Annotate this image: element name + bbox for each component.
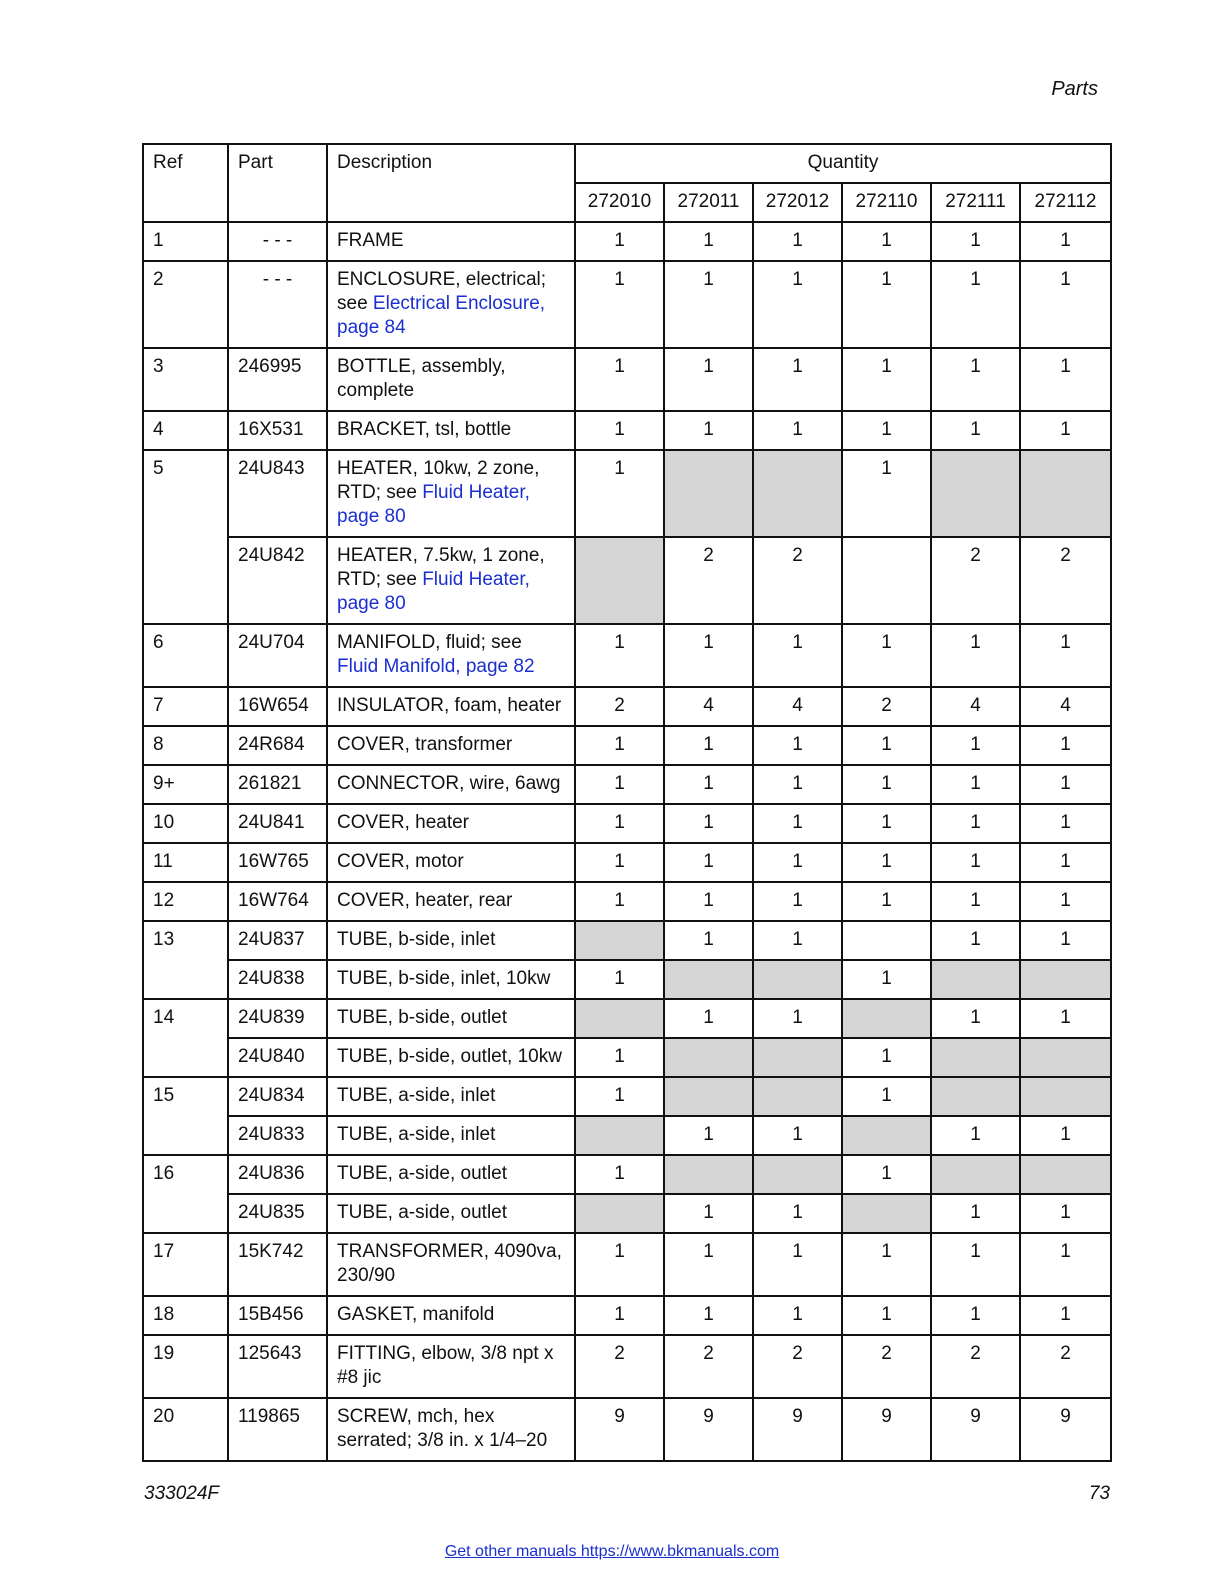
ref-cell: 16 <box>143 1155 228 1233</box>
part-number-cell: 24U835 <box>228 1194 327 1233</box>
description-text: BOTTLE, assembly, complete <box>337 356 506 401</box>
model-header-272011: 272011 <box>664 183 753 222</box>
quantity-cell: 1 <box>664 765 753 804</box>
description-text: TUBE, a-side, inlet <box>337 1085 496 1106</box>
cross-reference-link[interactable]: Electrical Enclosure, page 84 <box>337 293 546 338</box>
description-cell <box>327 450 575 537</box>
cross-reference-link[interactable]: Fluid Heater, page 80 <box>337 482 530 527</box>
table-row <box>143 1398 1111 1461</box>
quantity-cell: 1 <box>1020 222 1111 261</box>
description-see-text: see <box>337 293 373 314</box>
quantity-cell <box>842 537 931 624</box>
quantity-cell: 2 <box>931 537 1020 624</box>
quantity-cell: 2 <box>1020 1335 1111 1398</box>
quantity-cell: 1 <box>842 450 931 537</box>
quantity-cell: 1 <box>575 765 664 804</box>
part-number-cell: 24U840 <box>228 1038 327 1077</box>
description-cell <box>327 537 575 624</box>
quantity-cell: 1 <box>1020 726 1111 765</box>
quantity-cell: 1 <box>753 1233 842 1296</box>
table-row <box>143 1335 1111 1398</box>
quantity-cell: 1 <box>842 1233 931 1296</box>
part-number-cell: 125643 <box>228 1335 327 1398</box>
quantity-cell-not-applicable <box>753 450 842 537</box>
quantity-cell: 1 <box>842 765 931 804</box>
quantity-cell: 1 <box>1020 1233 1111 1296</box>
table-row <box>143 843 1111 882</box>
description-cell <box>327 1116 575 1155</box>
part-number-cell: 24U833 <box>228 1116 327 1155</box>
quantity-cell: 1 <box>1020 882 1111 921</box>
quantity-cell: 1 <box>842 726 931 765</box>
quantity-cell-not-applicable <box>1020 1077 1111 1116</box>
quantity-cell: 1 <box>753 1296 842 1335</box>
description-cell <box>327 960 575 999</box>
quantity-cell: 1 <box>1020 1116 1111 1155</box>
quantity-cell: 4 <box>931 687 1020 726</box>
ref-cell: 5 <box>143 450 228 624</box>
ref-cell: 15 <box>143 1077 228 1155</box>
description-cell <box>327 1155 575 1194</box>
description-cell <box>327 1194 575 1233</box>
col-header-part: Part <box>228 144 327 222</box>
quantity-cell: 1 <box>753 921 842 960</box>
table-row <box>143 450 1111 537</box>
part-number-cell: - - - <box>228 261 327 348</box>
quantity-cell: 1 <box>842 1296 931 1335</box>
quantity-cell-not-applicable <box>1020 1038 1111 1077</box>
table-row <box>143 765 1111 804</box>
quantity-cell: 1 <box>575 348 664 411</box>
table-row <box>143 348 1111 411</box>
description-text: TUBE, b-side, inlet, 10kw <box>337 968 551 989</box>
quantity-cell: 4 <box>664 687 753 726</box>
quantity-cell: 1 <box>575 804 664 843</box>
quantity-cell: 1 <box>1020 348 1111 411</box>
table-row <box>143 999 1111 1038</box>
part-number-cell: 15K742 <box>228 1233 327 1296</box>
quantity-cell: 1 <box>664 1194 753 1233</box>
quantity-cell: 1 <box>664 843 753 882</box>
description-text: FRAME <box>337 230 404 251</box>
quantity-cell-not-applicable <box>664 1077 753 1116</box>
part-number-cell: 24U838 <box>228 960 327 999</box>
table-row <box>143 624 1111 687</box>
quantity-cell: 1 <box>842 1077 931 1116</box>
quantity-cell: 2 <box>1020 537 1111 624</box>
quantity-cell: 1 <box>664 411 753 450</box>
quantity-cell-not-applicable <box>931 1155 1020 1194</box>
quantity-cell: 1 <box>664 882 753 921</box>
part-number-cell: 24U704 <box>228 624 327 687</box>
description-text: ENCLOSURE, electrical; <box>337 269 547 290</box>
quantity-cell: 1 <box>664 726 753 765</box>
quantity-cell: 2 <box>664 537 753 624</box>
part-number-cell: 24U836 <box>228 1155 327 1194</box>
quantity-cell-not-applicable <box>842 1116 931 1155</box>
quantity-cell: 1 <box>1020 1194 1111 1233</box>
description-cell <box>327 765 575 804</box>
quantity-cell-not-applicable <box>931 450 1020 537</box>
quantity-cell: 1 <box>931 1296 1020 1335</box>
table-row <box>143 882 1111 921</box>
section-title: Parts <box>1051 78 1098 100</box>
description-text: BRACKET, tsl, bottle <box>337 419 512 440</box>
quantity-cell: 1 <box>575 411 664 450</box>
description-cell <box>327 261 575 348</box>
quantity-cell: 2 <box>575 687 664 726</box>
model-header-272010: 272010 <box>575 183 664 222</box>
description-text: HEATER, 10kw, 2 zone, RTD; see <box>337 458 540 503</box>
quantity-cell: 1 <box>931 1194 1020 1233</box>
quantity-cell-not-applicable <box>664 1038 753 1077</box>
quantity-cell: 4 <box>753 687 842 726</box>
quantity-cell: 1 <box>575 261 664 348</box>
part-number-cell: 15B456 <box>228 1296 327 1335</box>
col-header-description: Description <box>327 144 575 222</box>
quantity-cell: 1 <box>1020 1296 1111 1335</box>
description-cell <box>327 921 575 960</box>
quantity-cell: 1 <box>1020 921 1111 960</box>
description-text: TUBE, a-side, inlet <box>337 1124 496 1145</box>
quantity-cell: 1 <box>931 1116 1020 1155</box>
ref-cell: 18 <box>143 1296 228 1335</box>
quantity-cell: 1 <box>753 882 842 921</box>
quantity-cell: 1 <box>931 348 1020 411</box>
quantity-cell: 9 <box>842 1398 931 1461</box>
quantity-cell: 1 <box>931 843 1020 882</box>
table-row <box>143 960 1111 999</box>
ref-cell: 9+ <box>143 765 228 804</box>
ref-cell: 20 <box>143 1398 228 1461</box>
quantity-cell: 9 <box>664 1398 753 1461</box>
quantity-cell: 1 <box>664 1296 753 1335</box>
quantity-cell: 9 <box>753 1398 842 1461</box>
description-cell <box>327 1335 575 1398</box>
quantity-cell: 1 <box>842 261 931 348</box>
description-cell <box>327 222 575 261</box>
description-cell <box>327 1077 575 1116</box>
quantity-cell: 1 <box>1020 843 1111 882</box>
quantity-cell: 1 <box>931 921 1020 960</box>
quantity-cell: 1 <box>753 411 842 450</box>
table-row <box>143 1296 1111 1335</box>
quantity-cell: 1 <box>1020 261 1111 348</box>
quantity-cell: 1 <box>664 999 753 1038</box>
quantity-cell: 2 <box>931 1335 1020 1398</box>
part-number-cell: 24U842 <box>228 537 327 624</box>
quantity-cell: 4 <box>1020 687 1111 726</box>
quantity-cell: 2 <box>842 687 931 726</box>
quantity-cell: 1 <box>1020 804 1111 843</box>
quantity-cell: 1 <box>753 261 842 348</box>
description-text: COVER, transformer <box>337 734 513 755</box>
page-number: 73 <box>1088 1483 1110 1504</box>
quantity-cell: 1 <box>1020 624 1111 687</box>
quantity-cell: 1 <box>931 765 1020 804</box>
part-number-cell: 261821 <box>228 765 327 804</box>
model-header-272111: 272111 <box>931 183 1020 222</box>
quantity-cell: 1 <box>753 222 842 261</box>
quantity-cell: 1 <box>575 450 664 537</box>
quantity-cell: 1 <box>931 222 1020 261</box>
model-header-272110: 272110 <box>842 183 931 222</box>
quantity-cell: 1 <box>664 1233 753 1296</box>
cross-reference-link[interactable]: Fluid Manifold, page 82 <box>337 656 535 677</box>
quantity-cell-not-applicable <box>1020 450 1111 537</box>
ref-cell: 7 <box>143 687 228 726</box>
footer-link-container <box>0 1543 1224 1561</box>
description-cell <box>327 1038 575 1077</box>
description-text: CONNECTOR, wire, 6awg <box>337 773 561 794</box>
quantity-cell: 1 <box>753 624 842 687</box>
quantity-cell: 1 <box>931 1233 1020 1296</box>
quantity-cell: 1 <box>575 882 664 921</box>
quantity-cell: 1 <box>664 804 753 843</box>
quantity-cell: 1 <box>842 624 931 687</box>
quantity-cell: 1 <box>1020 411 1111 450</box>
ref-cell: 2 <box>143 261 228 348</box>
quantity-cell: 2 <box>753 1335 842 1398</box>
quantity-cell: 1 <box>1020 765 1111 804</box>
description-cell <box>327 1296 575 1335</box>
description-text: TUBE, a-side, outlet <box>337 1163 508 1184</box>
table-row <box>143 537 1111 624</box>
quantity-cell: 2 <box>753 537 842 624</box>
description-cell <box>327 804 575 843</box>
description-text: COVER, motor <box>337 851 464 872</box>
quantity-cell: 1 <box>753 726 842 765</box>
part-number-cell: 16X531 <box>228 411 327 450</box>
quantity-cell-not-applicable <box>1020 960 1111 999</box>
description-cell <box>327 999 575 1038</box>
table-row <box>143 411 1111 450</box>
ref-cell: 14 <box>143 999 228 1077</box>
quantity-cell: 1 <box>664 624 753 687</box>
table-row <box>143 1194 1111 1233</box>
description-text: GASKET, manifold <box>337 1304 495 1325</box>
description-text: HEATER, 7.5kw, 1 zone, RTD; see <box>337 545 545 590</box>
quantity-cell: 1 <box>753 348 842 411</box>
quantity-cell: 9 <box>931 1398 1020 1461</box>
description-text: INSULATOR, foam, heater <box>337 695 562 716</box>
description-cell <box>327 411 575 450</box>
description-text: MANIFOLD, fluid; see <box>337 632 522 653</box>
quantity-cell-not-applicable <box>575 999 664 1038</box>
quantity-cell-not-applicable <box>842 1194 931 1233</box>
quantity-cell: 1 <box>753 765 842 804</box>
quantity-cell: 1 <box>664 261 753 348</box>
quantity-cell: 1 <box>931 804 1020 843</box>
description-text: COVER, heater, rear <box>337 890 513 911</box>
quantity-cell-not-applicable <box>1020 1155 1111 1194</box>
description-cell <box>327 882 575 921</box>
description-text: TUBE, a-side, outlet <box>337 1202 508 1223</box>
description-text: FITTING, elbow, 3/8 npt x #8 jic <box>337 1343 554 1388</box>
quantity-cell-not-applicable <box>575 1194 664 1233</box>
quantity-cell: 1 <box>753 1116 842 1155</box>
quantity-cell: 1 <box>842 1038 931 1077</box>
quantity-cell-not-applicable <box>753 960 842 999</box>
model-header-272012: 272012 <box>753 183 842 222</box>
description-cell <box>327 624 575 687</box>
quantity-cell: 1 <box>664 921 753 960</box>
ref-cell: 17 <box>143 1233 228 1296</box>
table-row <box>143 726 1111 765</box>
document-number: 333024F <box>144 1483 220 1504</box>
ref-cell: 3 <box>143 348 228 411</box>
table-row <box>143 687 1111 726</box>
quantity-cell: 1 <box>575 1233 664 1296</box>
description-text: COVER, heater <box>337 812 469 833</box>
quantity-cell: 1 <box>842 1155 931 1194</box>
ref-cell: 11 <box>143 843 228 882</box>
quantity-cell <box>842 921 931 960</box>
description-cell <box>327 687 575 726</box>
part-number-cell: 24U834 <box>228 1077 327 1116</box>
part-number-cell: 24U839 <box>228 999 327 1038</box>
part-number-cell: 16W764 <box>228 882 327 921</box>
description-cell <box>327 843 575 882</box>
description-text: TUBE, b-side, inlet <box>337 929 496 950</box>
quantity-cell: 1 <box>931 624 1020 687</box>
quantity-cell: 2 <box>664 1335 753 1398</box>
quantity-cell-not-applicable <box>575 537 664 624</box>
ref-cell: 4 <box>143 411 228 450</box>
table-row <box>143 1116 1111 1155</box>
cross-reference-link[interactable]: Fluid Heater, page 80 <box>337 569 530 614</box>
parts-table <box>142 143 1112 1462</box>
quantity-cell: 1 <box>575 1155 664 1194</box>
quantity-cell: 1 <box>575 222 664 261</box>
part-number-cell: 24U841 <box>228 804 327 843</box>
quantity-cell-not-applicable <box>664 450 753 537</box>
part-number-cell: - - - <box>228 222 327 261</box>
quantity-cell: 1 <box>931 999 1020 1038</box>
quantity-cell: 1 <box>842 843 931 882</box>
quantity-cell-not-applicable <box>664 1155 753 1194</box>
quantity-cell-not-applicable <box>753 1077 842 1116</box>
quantity-cell: 1 <box>842 222 931 261</box>
ref-cell: 8 <box>143 726 228 765</box>
manuals-link[interactable]: Get other manuals https://www.bkmanuals.com <box>444 1543 780 1560</box>
table-row <box>143 921 1111 960</box>
quantity-cell: 2 <box>575 1335 664 1398</box>
part-number-cell: 24U837 <box>228 921 327 960</box>
quantity-cell: 1 <box>931 726 1020 765</box>
table-body <box>143 222 1111 1461</box>
ref-cell: 10 <box>143 804 228 843</box>
quantity-cell: 1 <box>931 411 1020 450</box>
quantity-cell: 1 <box>575 1077 664 1116</box>
quantity-cell: 1 <box>575 726 664 765</box>
quantity-cell-not-applicable <box>931 960 1020 999</box>
quantity-cell: 1 <box>753 843 842 882</box>
description-cell <box>327 348 575 411</box>
quantity-cell-not-applicable <box>575 1116 664 1155</box>
description-cell <box>327 726 575 765</box>
quantity-cell: 1 <box>931 882 1020 921</box>
quantity-cell-not-applicable <box>753 1155 842 1194</box>
quantity-cell: 2 <box>842 1335 931 1398</box>
table-row <box>143 1077 1111 1116</box>
part-number-cell: 16W765 <box>228 843 327 882</box>
description-text: TUBE, b-side, outlet, 10kw <box>337 1046 562 1067</box>
part-number-cell: 119865 <box>228 1398 327 1461</box>
quantity-cell: 1 <box>664 1116 753 1155</box>
part-number-cell: 16W654 <box>228 687 327 726</box>
quantity-cell: 1 <box>753 804 842 843</box>
quantity-cell-not-applicable <box>575 921 664 960</box>
quantity-cell: 1 <box>664 348 753 411</box>
table-row <box>143 1038 1111 1077</box>
quantity-cell-not-applicable <box>842 999 931 1038</box>
quantity-cell: 1 <box>575 624 664 687</box>
quantity-cell: 1 <box>664 222 753 261</box>
quantity-cell: 1 <box>842 411 931 450</box>
col-header-ref: Ref <box>143 144 228 222</box>
table-row <box>143 222 1111 261</box>
ref-cell: 1 <box>143 222 228 261</box>
quantity-cell: 9 <box>1020 1398 1111 1461</box>
part-number-cell: 24R684 <box>228 726 327 765</box>
quantity-cell: 1 <box>575 1296 664 1335</box>
quantity-cell: 1 <box>753 999 842 1038</box>
quantity-cell-not-applicable <box>664 960 753 999</box>
table-row <box>143 1155 1111 1194</box>
quantity-cell-not-applicable <box>931 1077 1020 1116</box>
quantity-cell: 1 <box>842 882 931 921</box>
table-header <box>143 144 1111 222</box>
part-number-cell: 246995 <box>228 348 327 411</box>
description-text: TRANSFORMER, 4090va, 230/90 <box>337 1241 562 1286</box>
quantity-cell: 1 <box>1020 999 1111 1038</box>
quantity-cell: 1 <box>575 1038 664 1077</box>
ref-cell: 12 <box>143 882 228 921</box>
quantity-cell: 1 <box>753 1194 842 1233</box>
ref-cell: 19 <box>143 1335 228 1398</box>
table-row <box>143 1233 1111 1296</box>
quantity-cell: 1 <box>842 804 931 843</box>
description-text: SCREW, mch, hex serrated; 3/8 in. x 1/4–20 <box>337 1406 548 1451</box>
description-cell <box>327 1233 575 1296</box>
ref-cell: 13 <box>143 921 228 999</box>
quantity-cell-not-applicable <box>931 1038 1020 1077</box>
quantity-cell-not-applicable <box>753 1038 842 1077</box>
quantity-cell: 1 <box>842 348 931 411</box>
col-header-quantity: Quantity <box>575 144 1111 183</box>
description-cell <box>327 1398 575 1461</box>
description-text: TUBE, b-side, outlet <box>337 1007 508 1028</box>
quantity-cell: 1 <box>842 960 931 999</box>
table-row <box>143 804 1111 843</box>
quantity-cell: 1 <box>575 843 664 882</box>
quantity-cell: 9 <box>575 1398 664 1461</box>
quantity-cell: 1 <box>575 960 664 999</box>
quantity-cell: 1 <box>931 261 1020 348</box>
table-row <box>143 261 1111 348</box>
ref-cell: 6 <box>143 624 228 687</box>
model-header-272112: 272112 <box>1020 183 1111 222</box>
part-number-cell: 24U843 <box>228 450 327 537</box>
